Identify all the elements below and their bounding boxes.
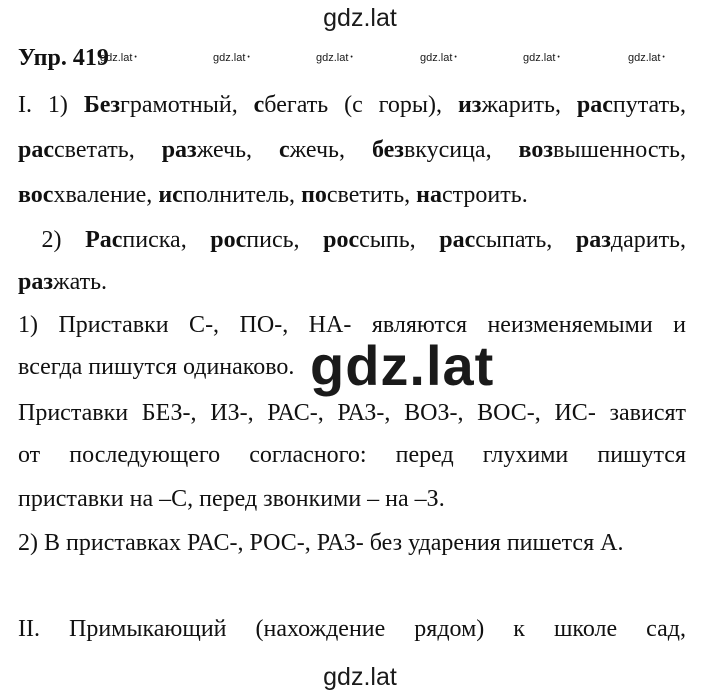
bold-prefix: ис — [158, 182, 183, 208]
text-segment: светать, — [54, 137, 162, 163]
bold-prefix: рас — [439, 227, 476, 253]
watermark-small: gdz.lat • — [100, 52, 137, 64]
bold-prefix: из — [457, 92, 482, 118]
text-segment: хваление, — [53, 182, 159, 208]
text-segment: жечь, — [196, 137, 279, 163]
text-segment: жарить, — [481, 92, 577, 118]
bold-prefix: рас — [18, 137, 54, 163]
text-segment: I. 1) — [18, 92, 84, 118]
text-segment: всегда пишутся одинаково. — [18, 354, 295, 380]
text-segment: писка, — [122, 227, 211, 253]
bold-prefix: раз — [575, 227, 611, 253]
text-line — [18, 267, 686, 297]
text-segment: дарить, — [610, 227, 686, 253]
text-segment: 2) В приставках РАС-, РОС-, РАЗ- без ударения пишется А. — [18, 530, 624, 556]
bold-prefix: Рас — [85, 227, 123, 253]
text-segment: сыпь, — [359, 227, 440, 253]
bold-prefix: на — [416, 182, 442, 208]
text-segment: вкусица, — [403, 137, 519, 163]
bold-prefix: с — [253, 92, 265, 118]
text-segment: 2) — [18, 227, 86, 253]
watermark-small: gdz.lat • — [628, 52, 665, 64]
watermark-bottom: gdz.lat — [323, 663, 397, 691]
bold-prefix: с — [279, 137, 290, 163]
text-segment: полнитель, — [182, 182, 302, 208]
watermark-center: gdz.lat — [310, 334, 495, 397]
text-segment: жечь, — [289, 137, 372, 163]
text-line — [18, 398, 686, 428]
text-line — [18, 225, 686, 255]
bold-prefix: рос — [210, 227, 247, 253]
watermark-top: gdz.lat — [323, 4, 397, 32]
watermark-small: gdz.lat • — [316, 52, 353, 64]
text-line — [18, 440, 686, 470]
exercise-title: Упр. 419 — [18, 45, 109, 71]
watermark-small: gdz.lat • — [420, 52, 457, 64]
text-line — [18, 614, 686, 644]
bold-prefix: без — [371, 137, 404, 163]
text-line — [18, 484, 686, 514]
text-segment: 1) Приставки С-, ПО-, НА- являются неизменяемыми и — [18, 312, 686, 338]
bold-prefix: воз — [518, 137, 553, 163]
text-segment: приставки на –С, перед звонкими – на –З. — [18, 486, 445, 512]
text-line — [18, 180, 686, 210]
text-line — [18, 135, 686, 165]
bold-prefix: вос — [18, 182, 54, 208]
text-line — [18, 528, 686, 558]
bold-prefix: раз — [161, 137, 197, 163]
text-segment: II. Примыкающий (нахождение рядом) к школе сад, — [18, 616, 686, 642]
text-segment: от последующего согласного: перед глухими пишутся — [18, 442, 686, 468]
text-segment: строить. — [441, 182, 528, 208]
text-line — [18, 90, 686, 120]
bold-prefix: Без — [83, 92, 121, 118]
text-segment: жать. — [53, 269, 108, 295]
text-segment: бегать (с горы), — [264, 92, 458, 118]
text-segment: Приставки БЕЗ-, ИЗ-, РАС-, РАЗ-, ВОЗ-, ВОС-, ИС- зависят — [18, 400, 686, 426]
text-segment: путать, — [612, 92, 686, 118]
watermark-small: gdz.lat • — [213, 52, 250, 64]
bold-prefix: рас — [576, 92, 613, 118]
text-segment: светить, — [326, 182, 417, 208]
text-segment: сыпать, — [475, 227, 576, 253]
bold-prefix: рос — [323, 227, 360, 253]
watermark-small: gdz.lat • — [523, 52, 560, 64]
text-segment: вышенность, — [553, 137, 686, 163]
bold-prefix: по — [301, 182, 327, 208]
text-segment: грамотный, — [120, 92, 254, 118]
text-segment: пись, — [246, 227, 324, 253]
bold-prefix: раз — [18, 269, 53, 295]
